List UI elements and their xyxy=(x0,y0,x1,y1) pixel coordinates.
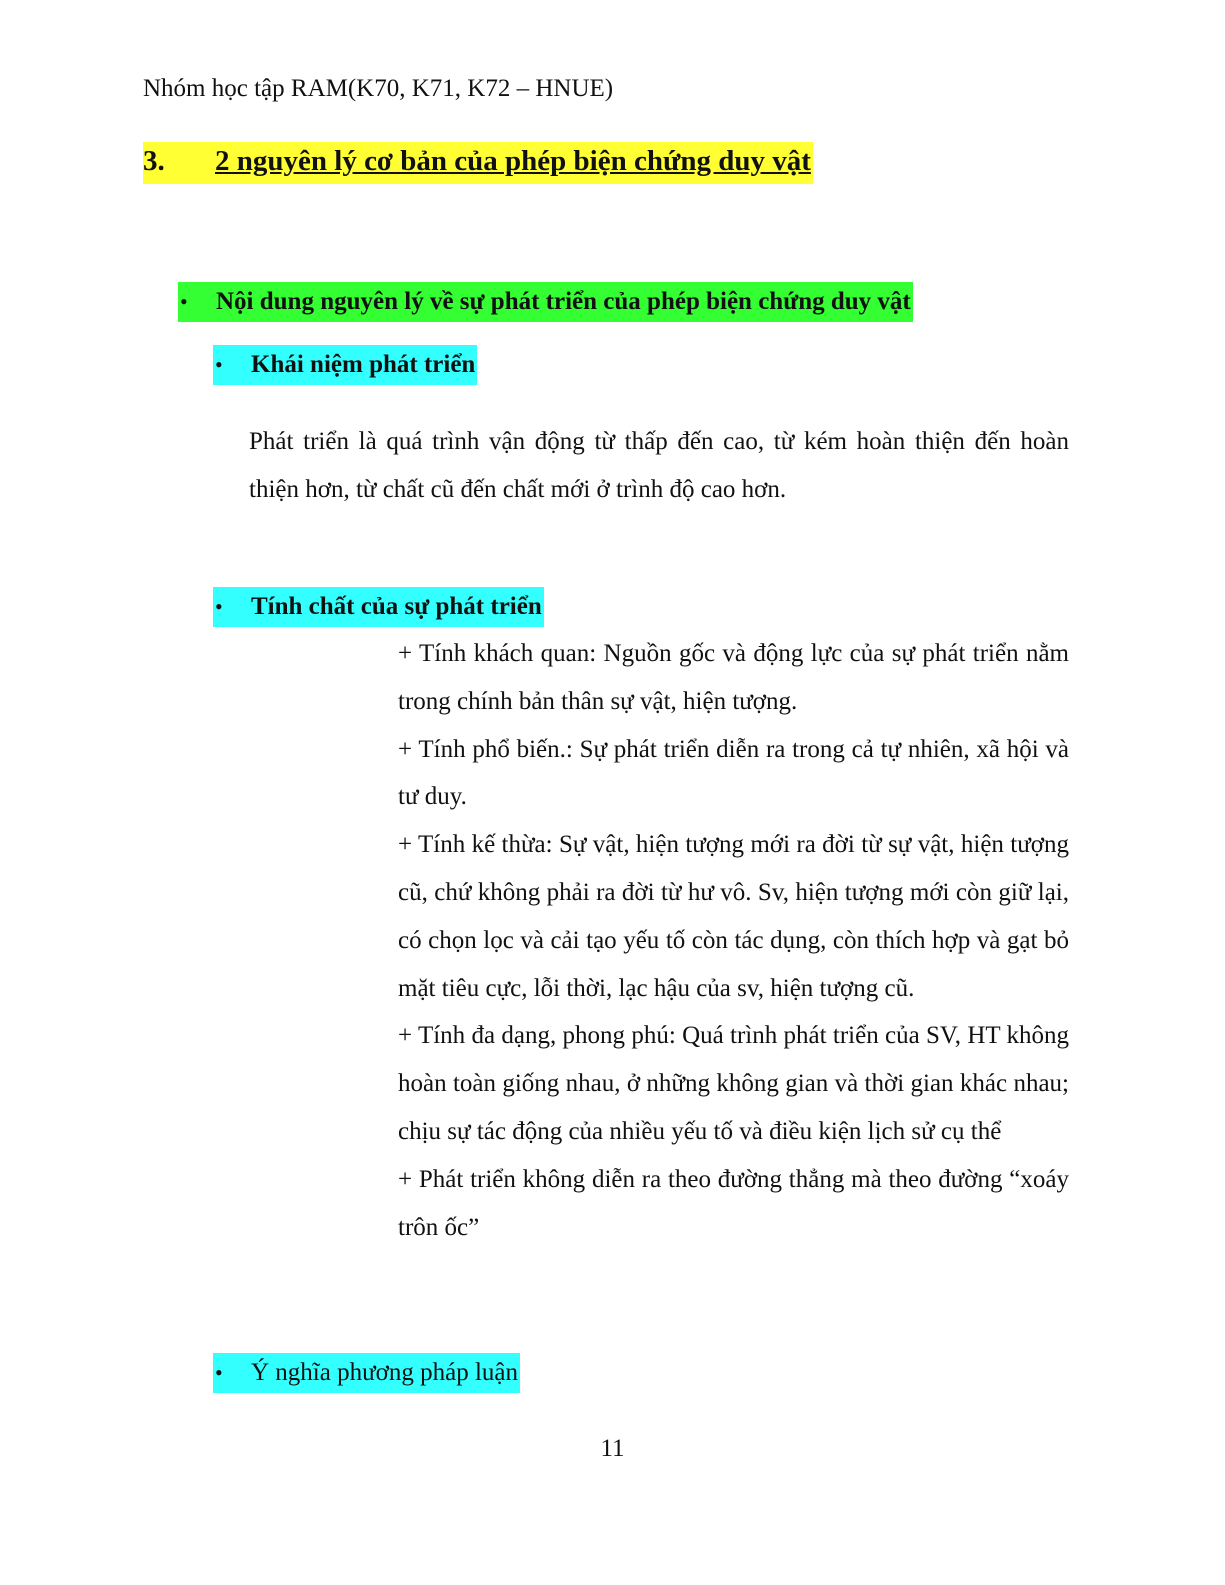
property-item: + Tính đa dạng, phong phú: Quá trình phát triển của SV, HT không hoàn toàn giống nhau, ở những không gian và thời gian khác nhau; chịu sự tác động của nhiều yếu tố và điều kiện lịch sử cụ thể xyxy=(398,1022,1069,1145)
concept-paragraph: Phát triển là quá trình vận động từ thấp đến cao, từ kém hoàn thiện đến hoàn thiện hơn, từ chất cũ đến chất mới ở trình độ cao hơn. xyxy=(249,428,1069,503)
section-title xyxy=(143,142,813,184)
concept-heading xyxy=(213,345,477,385)
bullet-icon: • xyxy=(215,594,223,619)
concept-heading-text: Khái niệm phát triển xyxy=(251,351,476,378)
properties-list xyxy=(398,630,1069,1251)
bullet-icon: • xyxy=(215,1360,223,1385)
section-title-text: 2 nguyên lý cơ bản của phép biện chứng duy vật xyxy=(215,145,811,177)
principle-heading xyxy=(178,282,913,322)
principle-heading-text: Nội dung nguyên lý về sự phát triển của phép biện chứng duy vật xyxy=(216,288,911,315)
bullet-icon: • xyxy=(180,289,188,314)
property-item: + Phát triển không diễn ra theo đường thẳng mà theo đường “xoáy trôn ốc” xyxy=(398,1165,1069,1241)
methodology-heading xyxy=(213,1353,520,1393)
properties-heading xyxy=(213,587,544,627)
section-number: 3. xyxy=(143,145,165,177)
methodology-heading-text: Ý nghĩa phương pháp luận xyxy=(251,1359,519,1386)
property-item: + Tính khách quan: Nguồn gốc và động lực của sự phát triển nằm trong chính bản thân sự vật, hiện tượng. xyxy=(398,640,1069,715)
properties-heading-text: Tính chất của sự phát triển xyxy=(251,593,542,620)
page-number: 11 xyxy=(600,1435,625,1462)
property-item: + Tính kế thừa: Sự vật, hiện tượng mới ra đời từ sự vật, hiện tượng cũ, chứ không phải ra đời từ hư vô. Sv, hiện tượng mới còn giữ lại, có chọn lọc và cải tạo yếu tố còn tác dụng, còn thích hợp và gạt bỏ mặt tiêu cực, lỗi thời, lạc hậu của sv, hiện tượng cũ. xyxy=(398,831,1069,1002)
property-item: + Tính phổ biến.: Sự phát triển diễn ra trong cả tự nhiên, xã hội và tư duy. xyxy=(398,735,1069,811)
document-header: Nhóm học tập RAM(K70, K71, K72 – HNUE) xyxy=(143,75,614,102)
bullet-icon: • xyxy=(215,352,223,377)
